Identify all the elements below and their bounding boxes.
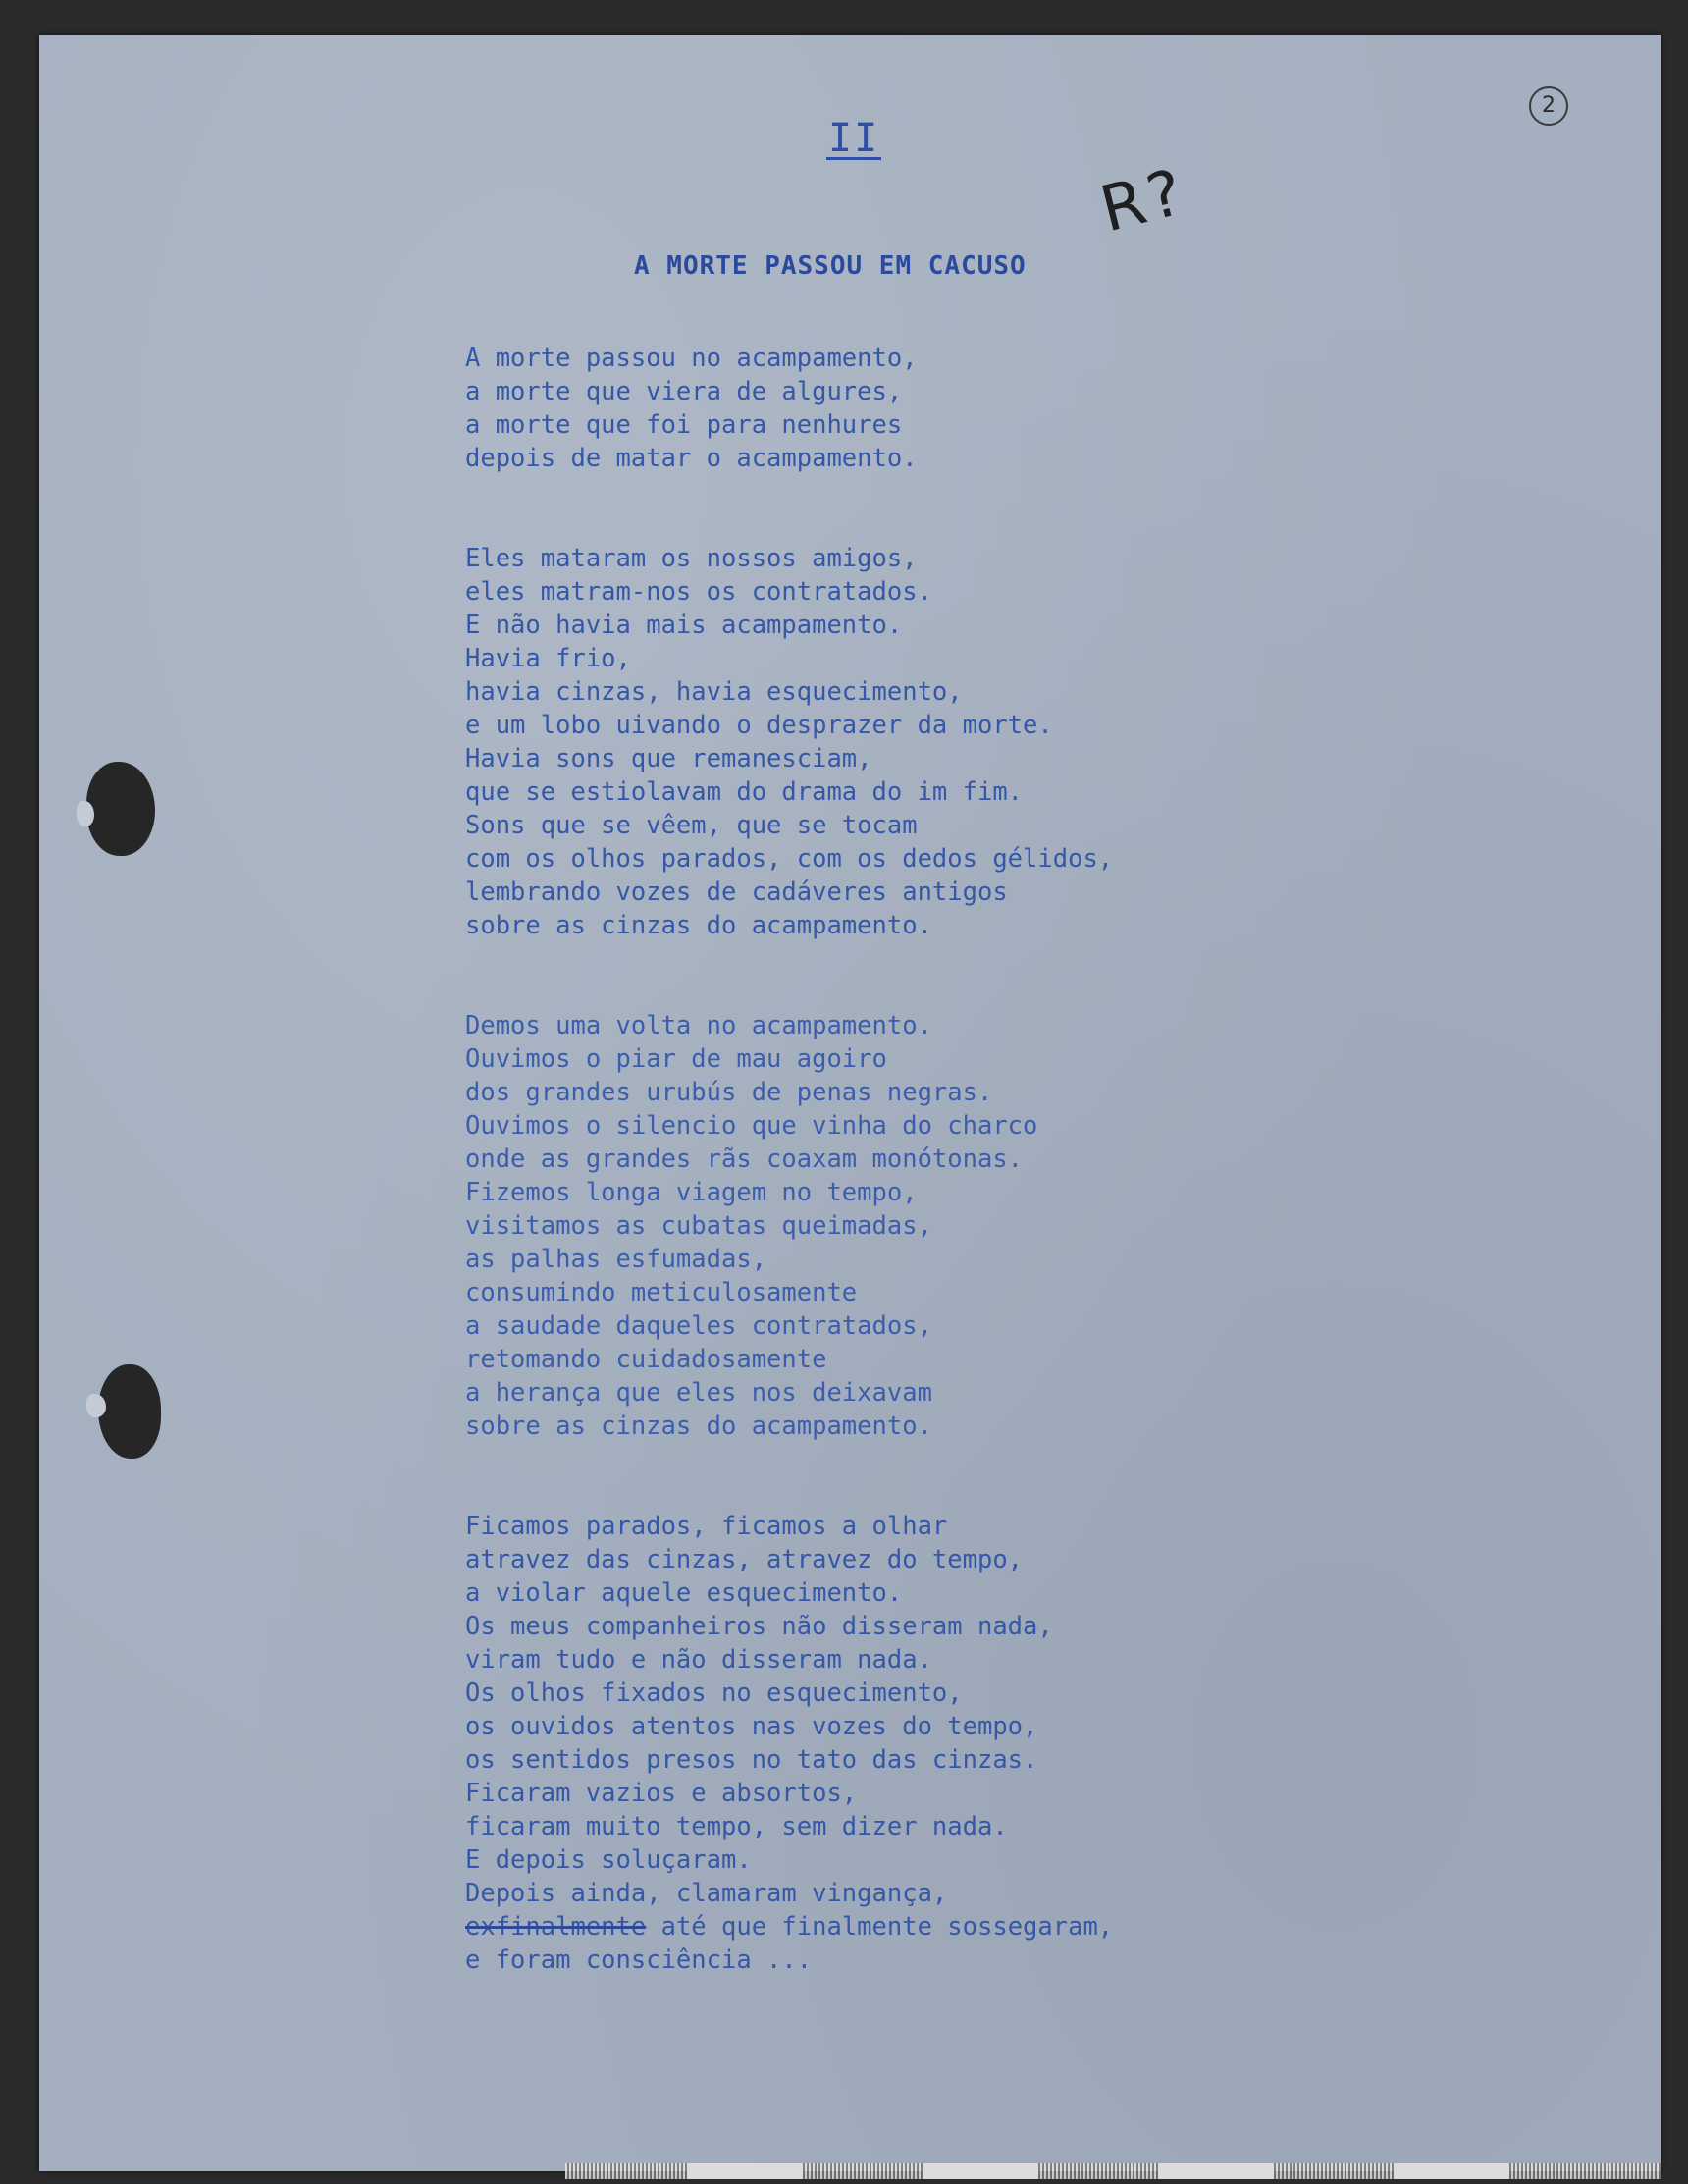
poem-line: depois de matar o acampamento. [465,444,918,473]
struck-word: exfinalmente [465,1912,647,1942]
poem-line: Demos uma volta no acampamento. [465,1011,932,1040]
poem-line: os ouvidos atentos nas vozes do tempo, [465,1712,1038,1741]
scale-bar-segment [1394,2163,1509,2179]
poem-line: viram tudo e não disseram nada. [465,1645,932,1675]
handwritten-note: R? [1093,155,1194,247]
poem-line: a morte que foi para nenhures [465,410,903,440]
poem-line: as palhas esfumadas, [465,1245,767,1274]
poem-line: com os olhos parados, com os dedos gélidos, [465,844,1114,874]
poem-line: e um lobo uivando o desprazer da morte. [465,711,1053,740]
stanza [465,542,1348,942]
poem-line: Ficaram vazios e absortos, [465,1779,858,1808]
poem-line: onde as grandes rãs coaxam monótonas. [465,1145,1024,1174]
poem-line: Ficamos parados, ficamos a olhar [465,1512,948,1541]
poem-line: Sons que se vêem, que se tocam [465,811,918,840]
page-number-circle: 2 [1529,86,1568,126]
poem-line: Ouvimos o piar de mau agoiro [465,1044,887,1074]
poem-line: a herança que eles nos deixavam [465,1378,932,1408]
poem-line: Havia frio, [465,644,631,673]
poem-line: Fizemos longa viagem no tempo, [465,1178,918,1207]
punch-hole-upper [86,762,155,856]
poem-line: E depois soluçaram. [465,1845,752,1875]
paper-tear [77,801,94,826]
stanza [465,342,1348,475]
section-numeral: II [828,116,880,161]
poem-line: que se estiolavam do drama do im fim. [465,777,1024,807]
paper-tear [86,1394,106,1417]
poem-line: a saudade daqueles contratados, [465,1311,932,1341]
punch-hole-lower [98,1364,161,1459]
poem-line: Depois ainda, clamaram vingança, [465,1879,948,1908]
poem-line: os sentidos presos no tato das cinzas. [465,1745,1038,1775]
typed-page [39,35,1661,2171]
poem-line: dos grandes urubús de penas negras. [465,1078,993,1107]
stanza [465,1510,1348,1977]
poem-line: retomando cuidadosamente [465,1345,827,1374]
scale-bar-segment [687,2163,803,2179]
poem-line: lembrando vozes de cadáveres antigos [465,878,1008,907]
poem-line: a violar aquele esquecimento. [465,1578,903,1608]
poem-line: consumindo meticulosamente [465,1278,858,1307]
poem-line: atravez das cinzas, atravez do tempo, [465,1545,1024,1574]
poem-line: visitamos as cubatas queimadas, [465,1211,932,1241]
poem-line: E não havia mais acampamento. [465,611,903,640]
poem-line: a morte que viera de algures, [465,377,903,406]
poem-line: Eles mataram os nossos amigos, [465,544,918,573]
scale-bar-segment [923,2163,1038,2179]
poem-line: sobre as cinzas do acampamento. [465,1412,932,1441]
line-remainder: até que finalmente sossegaram, [646,1912,1114,1942]
poem-line: Ouvimos o silencio que vinha do charco [465,1111,1038,1141]
poem-line: Havia sons que remanesciam, [465,744,872,773]
scale-bar-segment [1158,2163,1274,2179]
poem-title: A MORTE PASSOU EM CACUSO [634,251,1027,281]
poem-line: sobre as cinzas do acampamento. [465,911,932,940]
poem-line: Os meus companheiros não disseram nada, [465,1612,1053,1641]
poem-line: Os olhos fixados no esquecimento, [465,1678,963,1708]
poem-line: ficaram muito tempo, sem dizer nada. [465,1812,1008,1841]
poem-body [465,342,1348,2044]
poem-line: havia cinzas, havia esquecimento, [465,677,963,707]
closing-line: e foram consciência ... [465,1945,813,1975]
poem-line: A morte passou no acampamento, [465,344,918,373]
stanza [465,1009,1348,1443]
poem-line: eles matram-nos os contratados. [465,577,932,607]
poem-line-with-strikethrough [465,1910,1348,1944]
